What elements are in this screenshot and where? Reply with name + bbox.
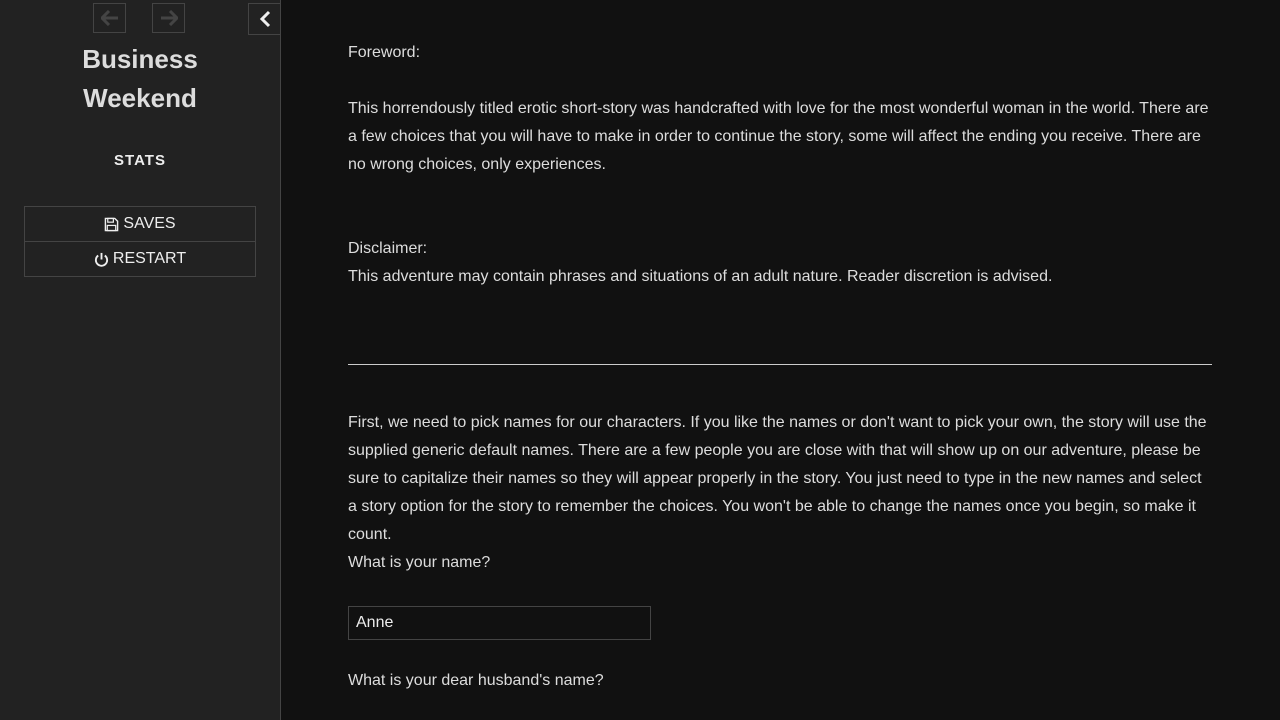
stats-link[interactable]: STATS bbox=[114, 152, 166, 169]
story-title-line: Business bbox=[82, 44, 198, 74]
story-title bbox=[0, 40, 280, 118]
power-icon bbox=[94, 252, 109, 267]
story-title-line: Weekend bbox=[83, 83, 197, 113]
sidebar-toggle-button[interactable] bbox=[248, 3, 281, 35]
history-back-button[interactable] bbox=[93, 3, 126, 33]
sidebar bbox=[0, 0, 281, 720]
your-name-input[interactable] bbox=[348, 606, 651, 640]
saves-button[interactable] bbox=[25, 207, 255, 241]
disclaimer-heading: Disclaimer: bbox=[348, 240, 428, 257]
history-forward-button[interactable] bbox=[152, 3, 185, 33]
disclaimer-text: This adventure may contain phrases and situations of an adult nature. Reader discretion is advised. bbox=[348, 268, 1053, 285]
foreword-text: This horrendously titled erotic short-story was handcrafted with love for the most wonderful woman in the world. There are a few choices that you will have to make in order to continue the story, some will affect the ending you receive. There are no wrong choices, only experiences. bbox=[348, 100, 1209, 173]
restart-label: RESTART bbox=[112, 250, 187, 267]
your-name-question: What is your name? bbox=[348, 554, 491, 571]
saves-label: SAVES bbox=[123, 215, 176, 232]
chevron-left-icon bbox=[258, 10, 272, 28]
core-menu bbox=[24, 206, 256, 277]
foreword-heading: Foreword: bbox=[348, 44, 421, 61]
husband-name-question: What is your dear husband's name? bbox=[348, 672, 604, 689]
restart-button[interactable] bbox=[25, 241, 255, 276]
divider bbox=[348, 364, 1212, 365]
arrow-left-icon bbox=[101, 10, 119, 26]
floppy-disk-icon bbox=[104, 217, 119, 232]
arrow-right-icon bbox=[160, 10, 178, 26]
intro-text: First, we need to pick names for our characters. If you like the names or don't want to pick your own, the story will use the supplied generic default names. There are a few people you are close with that will show up on our adventure, please be sure to capitalize their names so they will appear properly in the story. You just need to type in the new names and select a story option for the story to remember the choices. You won't be able to change the names once you begin, so make it count. bbox=[348, 414, 1207, 543]
